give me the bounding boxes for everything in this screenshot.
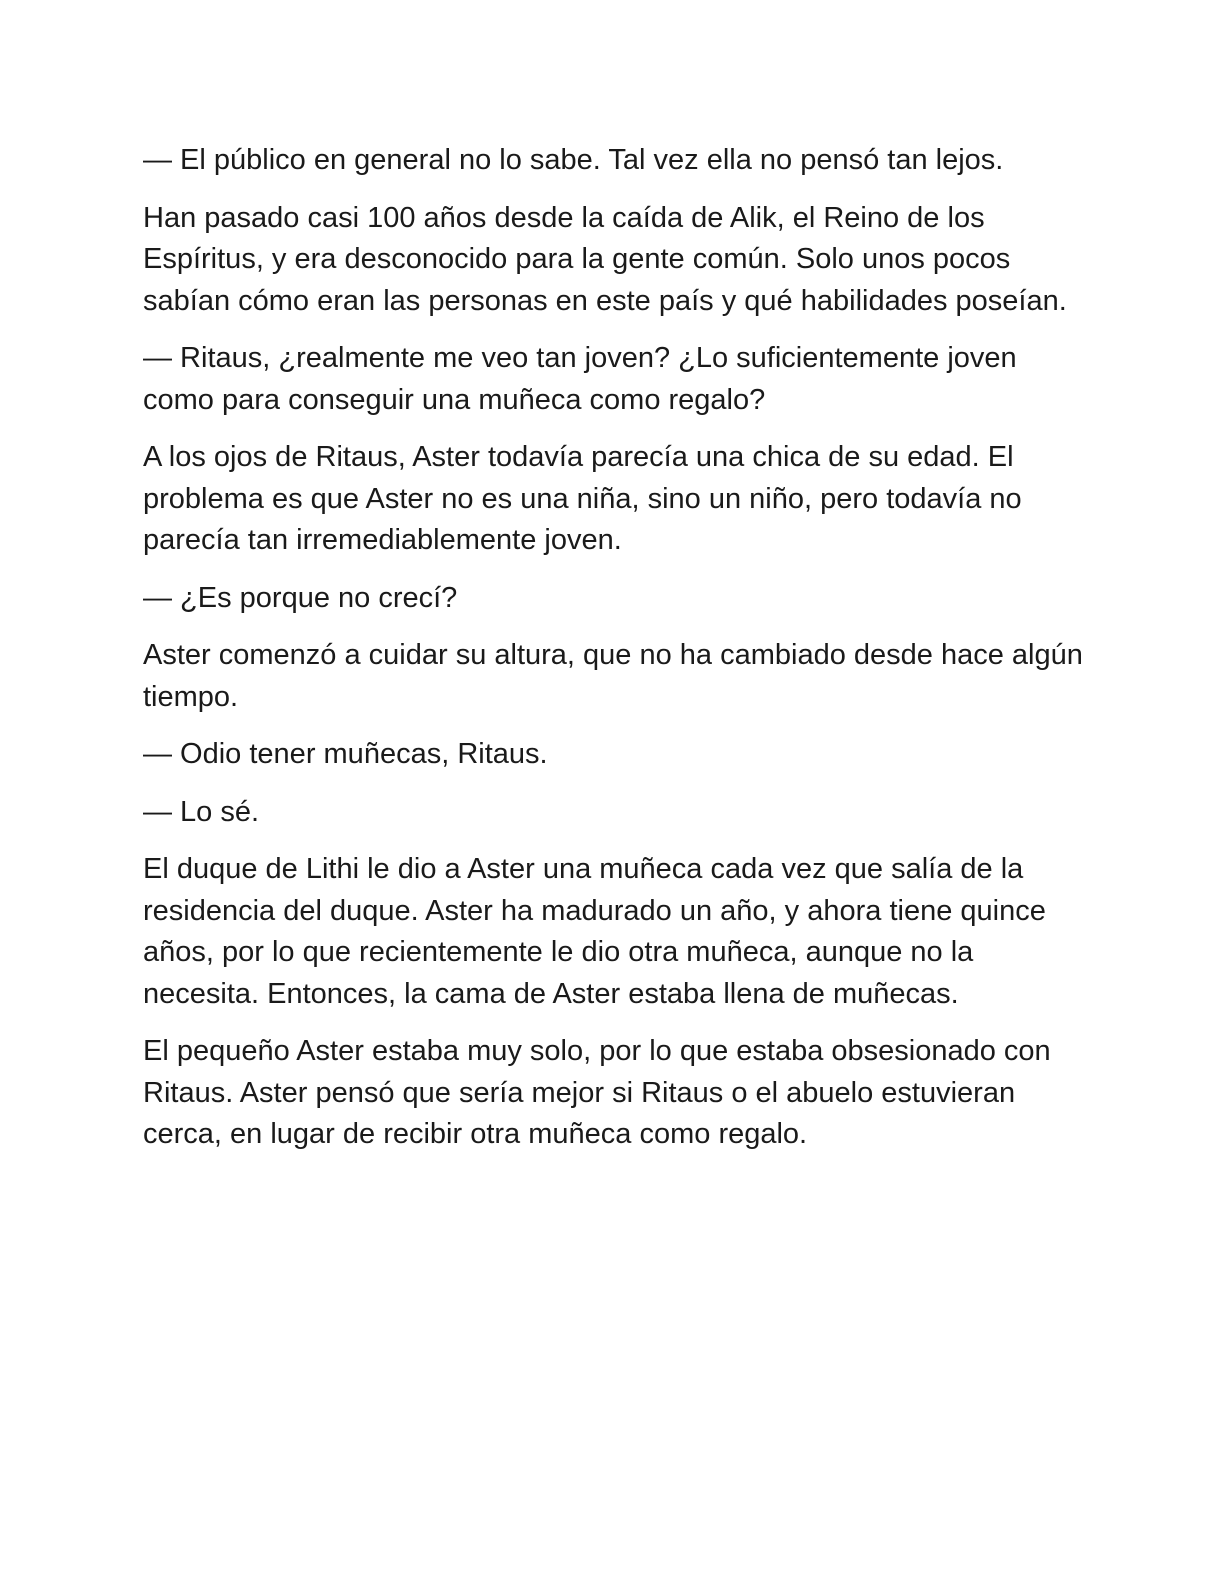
paragraph-4: A los ojos de Ritaus, Aster todavía parecía una chica de su edad. El problema es que Aster no es una niña, sino un niño, pero todavía no parecía tan irremediablemente joven. bbox=[143, 441, 1022, 556]
paragraph-3: — Ritaus, ¿realmente me veo tan joven? ¿Lo suficientemente joven como para conseguir una muñeca como regalo? bbox=[143, 342, 1017, 416]
paragraph-8: — Lo sé. bbox=[143, 795, 260, 828]
paragraph-2: Han pasado casi 100 años desde la caída de Alik, el Reino de los Espíritus, y era desconocido para la gente común. Solo unos pocos sabían cómo eran las personas en este país y qué habilidades poseían. bbox=[143, 201, 1067, 317]
paragraph-6: Aster comenzó a cuidar su altura, que no ha cambiado desde hace algún tiempo. bbox=[143, 639, 1083, 713]
document-page bbox=[143, 140, 1083, 1172]
paragraph-7: — Odio tener muñecas, Ritaus. bbox=[143, 738, 548, 770]
paragraph-1: — El público en general no lo sabe. Tal vez ella no pensó tan lejos. bbox=[143, 144, 1004, 176]
paragraph-10: El pequeño Aster estaba muy solo, por lo que estaba obsesionado con Ritaus. Aster pensó que sería mejor si Ritaus o el abuelo estuvieran cerca, en lugar de recibir otra muñeca como regalo. bbox=[143, 1035, 1051, 1150]
paragraph-5: — ¿Es porque no crecí? bbox=[143, 581, 458, 614]
paragraph-9: El duque de Lithi le dio a Aster una muñeca cada vez que salía de la residencia del duque. Aster ha madurado un año, y ahora tiene quince años, por lo que recientemente le dio otra muñeca, aunque no la necesita. Entonces, la cama de Aster estaba llena de muñecas. bbox=[143, 853, 1046, 1010]
